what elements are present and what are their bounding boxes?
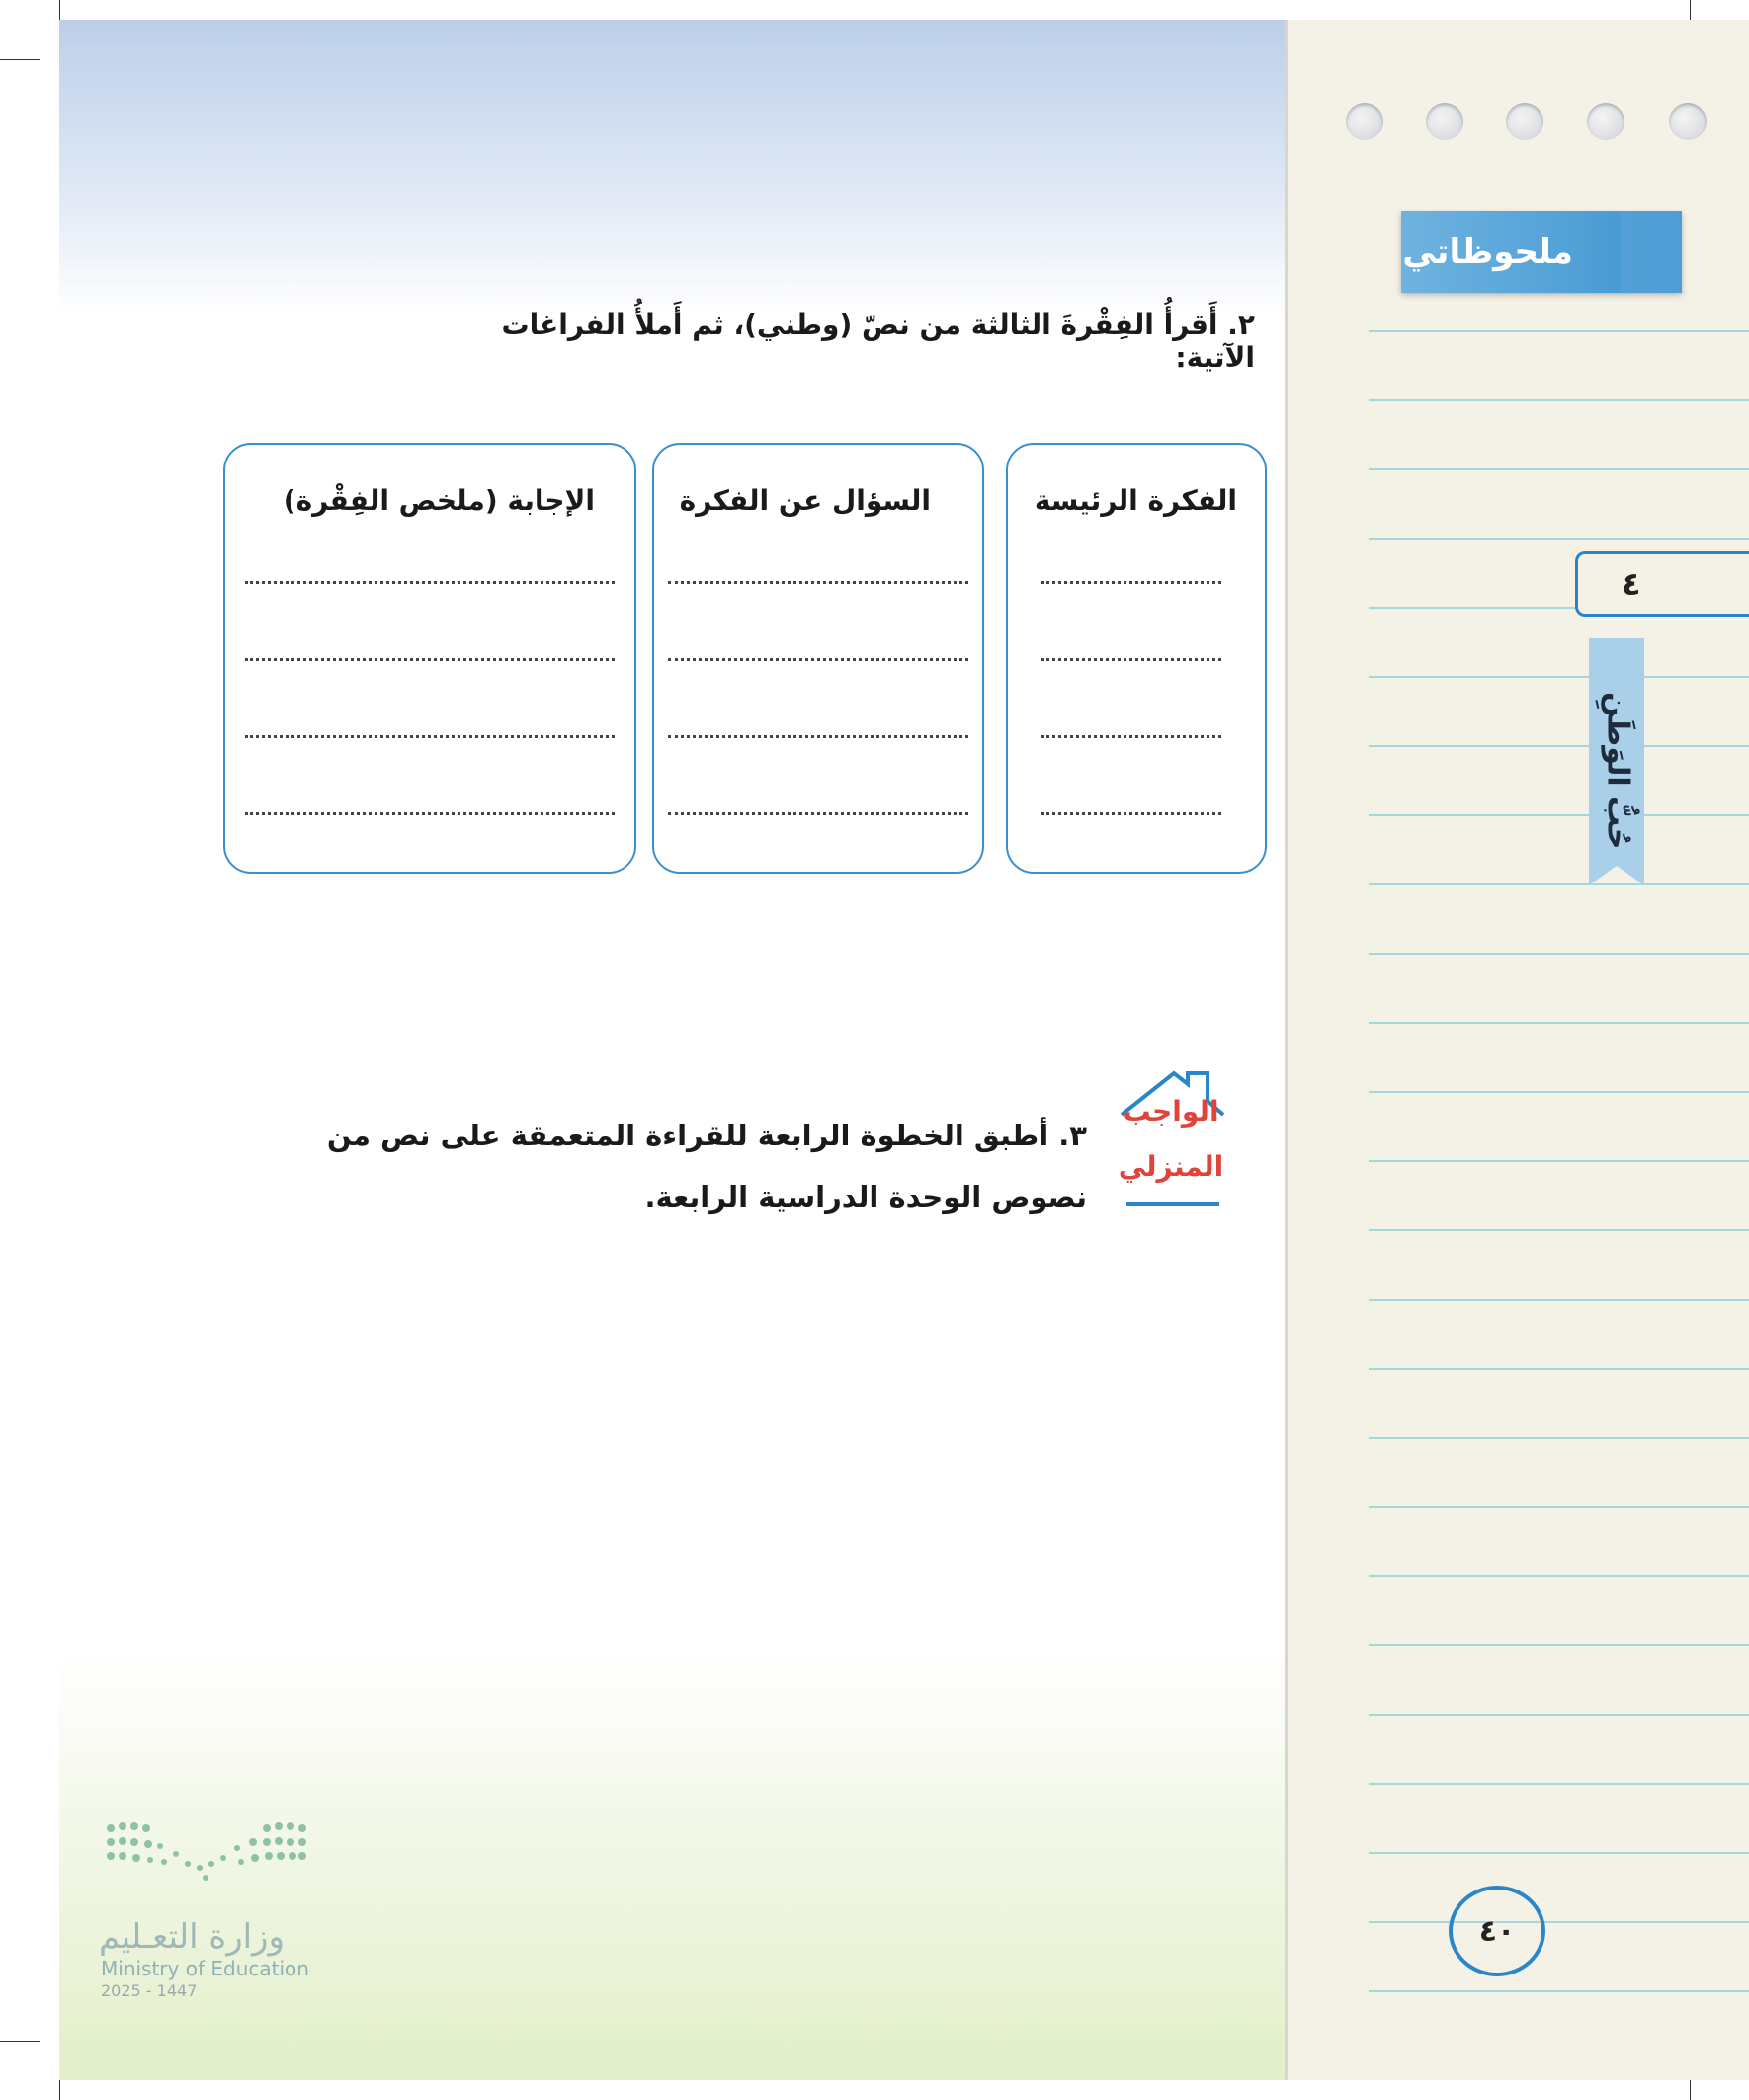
notes-ruled-line [1369, 1506, 1749, 1508]
homework-label-2: المنزلي [1118, 1150, 1224, 1183]
binder-hole [1587, 103, 1624, 140]
notes-ruled-line [1369, 953, 1749, 955]
answer-line[interactable] [668, 581, 968, 584]
question-3 [237, 1105, 1087, 1227]
answer-line[interactable] [1041, 658, 1221, 661]
notes-ruled-line [1369, 745, 1749, 747]
binder-hole [1346, 103, 1383, 140]
notes-ruled-line [1369, 1714, 1749, 1716]
answer-line[interactable] [668, 658, 968, 661]
answer-line[interactable] [1041, 812, 1221, 815]
notes-column [1285, 20, 1749, 2080]
notes-ruled-line [1369, 1022, 1749, 1024]
page-number: ٤٠ [1449, 1886, 1545, 1976]
unit-number-box [1575, 551, 1749, 617]
binder-hole [1669, 103, 1707, 140]
question-2-text: ٢. أَقرأُ الفِقْرةَ الثالثة من نصّ (وطني)، ثم أَملأُ الفراغات الآتية: [501, 308, 1255, 374]
binder-hole [1426, 103, 1463, 140]
answer-line[interactable] [1041, 581, 1221, 584]
card-answer [223, 443, 636, 874]
card-question-heading: السؤال عن الفكرة [679, 484, 931, 517]
answer-line[interactable] [245, 658, 615, 661]
answer-line[interactable] [245, 581, 615, 584]
homework-label-1: الواجب [1123, 1095, 1219, 1128]
house-icon [1117, 1067, 1225, 1206]
notes-ruled-line [1369, 1575, 1749, 1577]
notes-ruled-line [1369, 1091, 1749, 1093]
homework-badge [1117, 1067, 1225, 1206]
notes-ruled-line [1369, 1368, 1749, 1370]
crop-mark [0, 2041, 40, 2042]
notes-ruled-line [1369, 883, 1749, 885]
unit-title: حُبُّ الوَطَنِ [1600, 692, 1635, 850]
notes-ruled-line [1369, 1644, 1749, 1646]
card-answer-heading: الإجابة (ملخص الفِقْرة) [283, 484, 595, 517]
ministry-name-ar: وزارة التعـليم [99, 1917, 285, 1957]
card-question [652, 443, 984, 874]
notes-ruled-line [1369, 1437, 1749, 1439]
notes-ruled-line [1369, 468, 1749, 470]
answer-line[interactable] [668, 735, 968, 738]
notes-ruled-line [1369, 538, 1749, 540]
unit-number: ٤ [1622, 565, 1641, 603]
answer-line[interactable] [245, 735, 615, 738]
notes-ruled-line [1369, 1783, 1749, 1785]
ministry-name-en: Ministry of Education [101, 1957, 309, 1980]
answer-line[interactable] [1041, 735, 1221, 738]
notes-ruled-line [1369, 1160, 1749, 1162]
answer-line[interactable] [245, 812, 615, 815]
binder-hole [1506, 103, 1543, 140]
question-3-text: أطبق الخطوة الرابعة للقراءة المتعمقة على نص من نصوص الوحدة الدراسية الرابعة. [326, 1119, 1087, 1214]
notes-ruled-line [1369, 1229, 1749, 1231]
notes-ruled-line [1369, 814, 1749, 816]
notes-title: ملحوظاتي [1402, 232, 1573, 272]
notes-ruled-line [1369, 1921, 1749, 1923]
card-main-idea-heading: الفكرة الرئيسة [1034, 484, 1237, 517]
notes-tab-strip [1621, 211, 1682, 293]
answer-line[interactable] [668, 812, 968, 815]
notes-ruled-line [1369, 676, 1749, 678]
crop-mark [0, 59, 40, 60]
notes-ruled-line [1369, 1990, 1749, 1992]
notes-ruled-line [1369, 1852, 1749, 1854]
notes-ruled-line [1369, 330, 1749, 332]
card-main-idea [1006, 443, 1267, 874]
ministry-year: 2025 - 1447 [101, 1981, 198, 2000]
notes-ruled-line [1369, 399, 1749, 401]
question-3-number: ٣. [1058, 1119, 1087, 1152]
notes-ruled-line [1369, 1299, 1749, 1301]
